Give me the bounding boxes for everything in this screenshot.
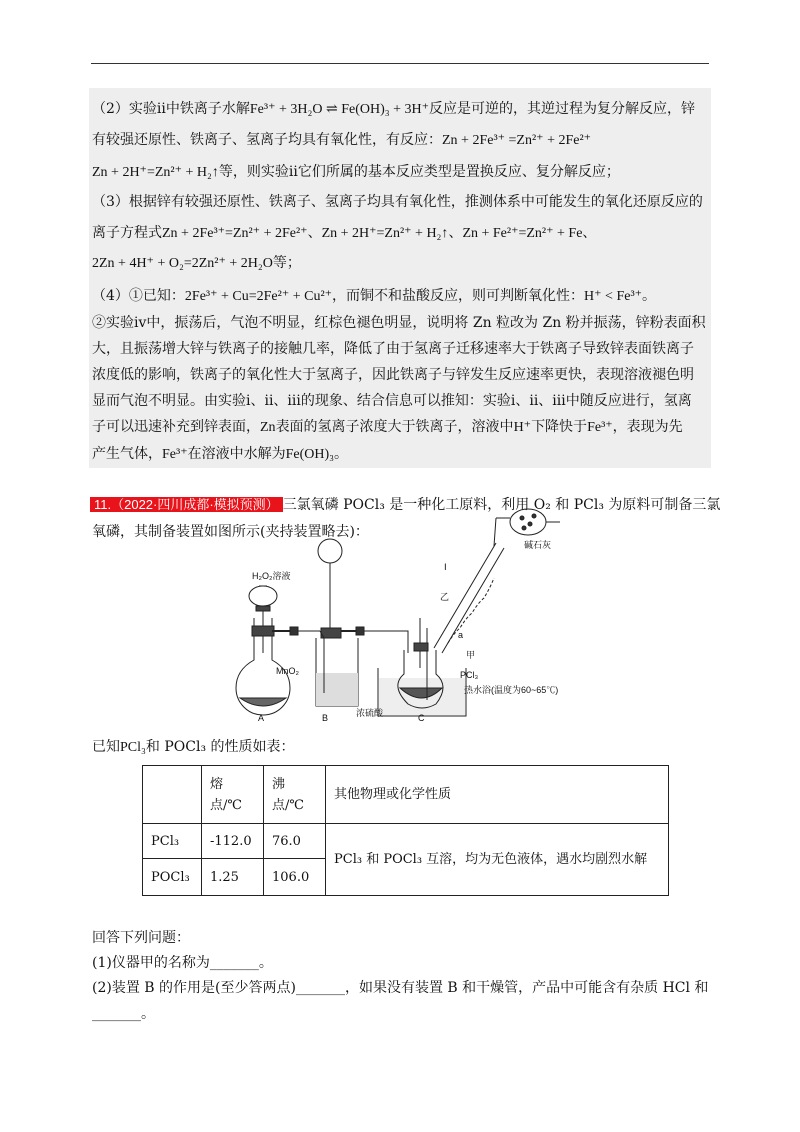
- answer-text: 反应是可逆的，其逆过程为复分解反应，锌: [429, 101, 696, 117]
- answer-text: 表面的氢离子浓度大于铁离子，溶液中: [275, 419, 514, 435]
- header-rule: [91, 63, 709, 64]
- answer-p4-line2: ②实验ⅳ中，振荡后，气泡不明显，红棕色褪色明显，说明将 Zn 粒改为 Zn 粉并振荡，锌粉表面积: [92, 315, 706, 331]
- answer-p4-line6: [92, 417, 683, 438]
- table-cell: 106.0: [264, 859, 326, 896]
- table-cell: POCl₃: [143, 859, 202, 896]
- table-cell: [143, 766, 202, 824]
- table-cell: 1.25: [202, 859, 264, 896]
- answer-p3-line1: [92, 192, 703, 212]
- answer-text: （2）实验ⅱ中铁离子水解: [92, 101, 250, 117]
- answer-p2-line3: [92, 162, 620, 183]
- label-pcl3: PCl₃: [460, 670, 479, 680]
- table-cell: PCl₃: [143, 824, 202, 859]
- label-h2o2: H₂O₂溶液: [252, 571, 291, 581]
- formula: PCl₃: [120, 740, 146, 755]
- header-text: 沸: [272, 776, 286, 792]
- question-text: 三氯氧磷 POCl₃ 是一种化工原料，利用 O₂ 和 PCl₃ 为原料可制备三氯: [282, 497, 721, 513]
- label-a: a: [458, 630, 464, 640]
- header-text: 点/℃: [210, 797, 242, 813]
- equation: Zn + 2Fe³⁺ =Zn²⁺ + 2Fe²⁺: [442, 133, 592, 148]
- equation: 2Zn + 4H⁺ + O₂=2Zn²⁺ + 2H₂O: [92, 256, 273, 271]
- answer-text: 在溶液中水解为: [187, 446, 286, 462]
- label-water-bath: 热水浴(温度为60~65℃): [464, 685, 559, 695]
- table-cell: -112.0: [202, 824, 264, 859]
- label-mno2: MnO₂: [276, 666, 299, 676]
- label-sulfuric-acid: 浓硫酸: [356, 708, 384, 718]
- answer-text: ，表现为先: [612, 419, 683, 435]
- known-line: [92, 737, 295, 758]
- answer-text: ，而铜不和盐酸反应，则可判断氧化性：: [332, 288, 585, 304]
- question-ask: 回答下列问题：: [92, 930, 190, 946]
- formula: Fe³⁺: [162, 447, 188, 462]
- answer-p4-line7: [92, 444, 348, 465]
- equation: Zn + 2H⁺=Zn²⁺ + H₂↑: [92, 165, 219, 180]
- drying-tube: [510, 509, 560, 535]
- source-badge: 11.（2022·四川成都·模拟预测）: [90, 497, 283, 512]
- table-cell: 76.0: [264, 824, 326, 859]
- table-cell: [264, 766, 326, 824]
- table-cell: PCl₃ 和 POCl₃ 互溶，均为无色液体，遇水均剧烈水解: [326, 824, 669, 896]
- question-2-line1: (2)装置 B 的作用是(至少答两点)_______，如果没有装置 B 和干燥管，产品中可能含有杂质 HCl 和: [92, 980, 709, 996]
- answer-text: 。: [334, 446, 349, 462]
- answer-text: 。: [642, 288, 657, 304]
- answer-p3-line2: 离子方程式Zn + 2Fe³⁺=Zn²⁺ + 2Fe²⁺、Zn + 2H⁺=Zn²⁺ + H₂↑、Zn + Fe²⁺=Zn²⁺ + Fe、: [92, 225, 597, 241]
- answer-text: 等，则实验ⅱ它们所属的基本反应类型是置换反应、复分解反应；: [218, 164, 620, 180]
- label-B: B: [322, 713, 329, 723]
- label-A: A: [258, 713, 265, 723]
- answer-text: 等；: [272, 255, 301, 271]
- table-cell: 其他物理或化学性质: [326, 766, 669, 824]
- formula: H⁺: [513, 420, 532, 435]
- question-1: (1)仪器甲的名称为_______。: [92, 955, 273, 971]
- answer-p3-line3: [92, 253, 301, 274]
- label-soda-lime: 碱石灰: [524, 540, 552, 550]
- label-jia: 甲: [466, 650, 476, 660]
- equation: Zn + 2Fe³⁺=Zn²⁺ + 2Fe²⁺: [162, 226, 308, 241]
- question-2-line2: _______。: [92, 1006, 155, 1022]
- answer-text: 有较强还原性、铁离子、氢离子均具有氧化性，有反应：: [92, 132, 442, 148]
- label-i: Ⅰ: [444, 562, 447, 572]
- equation: Zn + 2H⁺=Zn²⁺ + H₂↑: [321, 226, 449, 241]
- apparatus-a: [236, 586, 298, 715]
- label-C: C: [418, 713, 425, 723]
- answer-text: 下降快于: [531, 419, 588, 435]
- equation: Zn + Fe²⁺=Zn²⁺ + Fe: [462, 226, 583, 241]
- apparatus-b: [316, 539, 364, 706]
- answer-text: 离子方程式: [92, 225, 162, 241]
- answer-text: （3）根据锌有较强还原性、铁离子、氢离子均具有氧化性，推测体系中可能发生的氧化还原反应的: [92, 194, 703, 210]
- table-row: [143, 824, 669, 859]
- apparatus-figure: [228, 478, 578, 723]
- header-text: 熔: [210, 776, 224, 792]
- answer-p4-line3: 大，且振荡增大锌与铁离子的接触几率，降低了由于氢离子迁移速率大于铁离子导致锌表面铁离子: [92, 341, 694, 357]
- label-yi: 乙: [440, 592, 450, 602]
- header-text: 点/℃: [272, 797, 304, 813]
- answer-p4-line5: 显而气泡不明显。由实验ⅰ、ⅱ、ⅲ的现象、结合信息可以推知：实验ⅰ、ⅱ、ⅲ中随反应进行，氢离: [92, 393, 692, 409]
- properties-table: [142, 765, 669, 896]
- formula: Zn: [260, 420, 276, 435]
- equation: Fe³⁺ + 3H₂O ⇌ Fe(OH)₃ + 3H⁺: [249, 102, 430, 117]
- question-stem-line2: 氧磷，其制备装置如图所示(夹持装置略去)：: [92, 524, 369, 540]
- formula: Fe³⁺: [587, 420, 613, 435]
- question-text: 已知: [92, 739, 120, 755]
- question-text: 和 POCl₃ 的性质如表：: [145, 739, 295, 755]
- answer-text: 产生气体，: [92, 446, 162, 462]
- formula: Fe(OH)₃: [285, 447, 335, 462]
- table-cell: [202, 766, 264, 824]
- answer-p4-line4: 浓度低的影响，铁离子的氧化性大于氢离子，因此铁离子与锌发生反应速率更快，表现溶液褪色明: [92, 367, 694, 383]
- condenser: [434, 518, 510, 653]
- table-header-row: [143, 766, 669, 824]
- equation: H⁺ < Fe³⁺: [584, 289, 643, 304]
- answer-text: 子可以迅速补充到锌表面，: [92, 419, 260, 435]
- answer-p4-line1: [92, 286, 656, 307]
- answer-p2-line2: [92, 130, 591, 151]
- equation: 2Fe³⁺ + Cu=2Fe²⁺ + Cu²⁺: [184, 289, 333, 304]
- apparatus-c: [378, 618, 466, 716]
- answer-p2-line1: [92, 99, 695, 120]
- answer-text: （4）①已知：: [92, 288, 185, 304]
